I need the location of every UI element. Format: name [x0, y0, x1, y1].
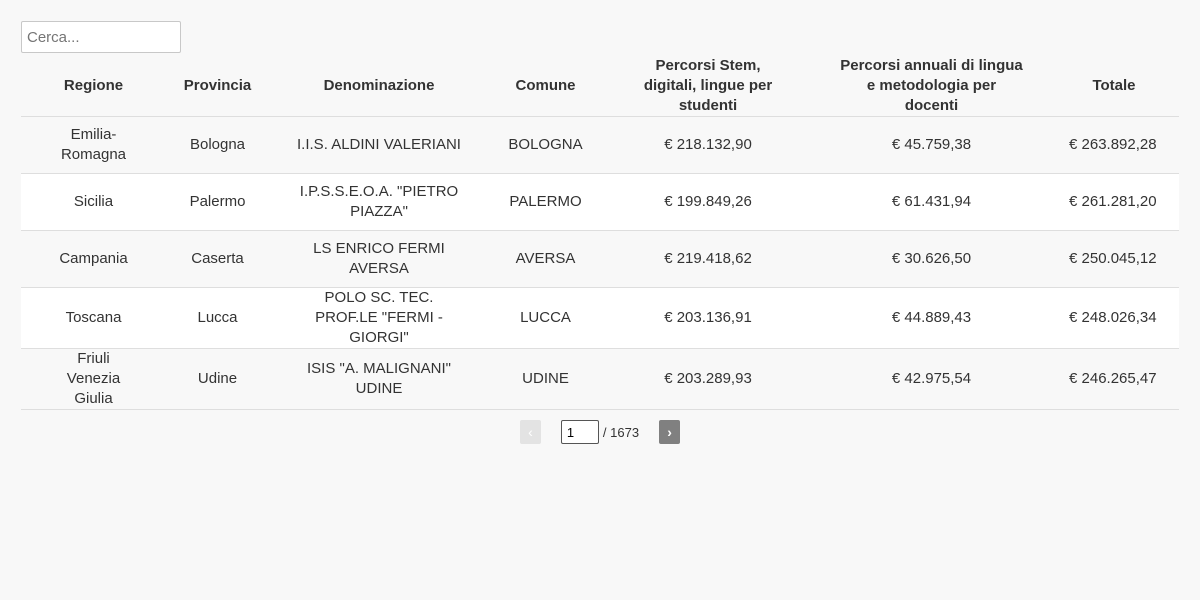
cell-provincia: Udine [166, 349, 269, 410]
header-denominazione[interactable]: Denominazione [269, 56, 489, 117]
cell-denominazione: LS ENRICO FERMI AVERSA [269, 231, 489, 288]
cell-denominazione: I.P.S.S.E.O.A. "PIETRO PIAZZA" [269, 174, 489, 231]
header-comune[interactable]: Comune [489, 56, 602, 117]
cell-totale: € 250.045,12 [1049, 231, 1179, 288]
cell-percorsi-lingua: € 45.759,38 [814, 117, 1049, 174]
cell-comune: BOLOGNA [489, 117, 602, 174]
cell-percorsi-lingua: € 30.626,50 [814, 231, 1049, 288]
cell-comune: PALERMO [489, 174, 602, 231]
header-percorsi-lingua[interactable]: Percorsi annuali di lingua e metodologia per docenti [814, 56, 1049, 117]
cell-totale: € 261.281,20 [1049, 174, 1179, 231]
cell-denominazione: ISIS "A. MALIGNANI" UDINE [269, 349, 489, 410]
cell-denominazione: I.I.S. ALDINI VALERIANI [269, 117, 489, 174]
header-percorsi-stem[interactable]: Percorsi Stem, digitali, lingue per studenti [602, 56, 814, 117]
header-row [21, 56, 1179, 117]
cell-percorsi-stem: € 219.418,62 [602, 231, 814, 288]
total-pages-label: / 1673 [602, 424, 640, 440]
cell-provincia: Caserta [166, 231, 269, 288]
cell-provincia: Palermo [166, 174, 269, 231]
header-regione[interactable]: Regione [21, 56, 166, 117]
cell-percorsi-lingua: € 61.431,94 [814, 174, 1049, 231]
chevron-left-icon: ‹ [528, 424, 533, 440]
header-provincia[interactable]: Provincia [166, 56, 269, 117]
table-row [21, 174, 1179, 231]
table-widget [21, 21, 1179, 444]
prev-page-button[interactable] [520, 420, 541, 444]
search-input[interactable] [21, 21, 181, 53]
table-row [21, 349, 1179, 410]
cell-percorsi-lingua: € 42.975,54 [814, 349, 1049, 410]
cell-percorsi-stem: € 199.849,26 [602, 174, 814, 231]
cell-totale: € 248.026,34 [1049, 288, 1179, 349]
cell-percorsi-lingua: € 44.889,43 [814, 288, 1049, 349]
cell-denominazione: POLO SC. TEC. PROF.LE "FERMI - GIORGI" [269, 288, 489, 349]
next-page-button[interactable] [659, 420, 680, 444]
header-totale[interactable]: Totale [1049, 56, 1179, 117]
table-body [21, 117, 1179, 410]
table-row [21, 231, 1179, 288]
cell-percorsi-stem: € 218.132,90 [602, 117, 814, 174]
cell-regione: Emilia-Romagna [21, 117, 166, 174]
cell-provincia: Bologna [166, 117, 269, 174]
table-row [21, 288, 1179, 349]
cell-regione: Sicilia [21, 174, 166, 231]
cell-regione: Friuli Venezia Giulia [21, 349, 166, 410]
cell-provincia: Lucca [166, 288, 269, 349]
table-row [21, 117, 1179, 174]
data-table [21, 56, 1179, 410]
cell-totale: € 263.892,28 [1049, 117, 1179, 174]
cell-comune: LUCCA [489, 288, 602, 349]
cell-regione: Toscana [21, 288, 166, 349]
cell-regione: Campania [21, 231, 166, 288]
cell-comune: UDINE [489, 349, 602, 410]
cell-percorsi-stem: € 203.289,93 [602, 349, 814, 410]
cell-comune: AVERSA [489, 231, 602, 288]
cell-percorsi-stem: € 203.136,91 [602, 288, 814, 349]
chevron-right-icon: › [667, 424, 672, 440]
table-header [21, 56, 1179, 117]
pagination [21, 420, 1179, 444]
cell-totale: € 246.265,47 [1049, 349, 1179, 410]
page-number-input[interactable] [561, 420, 599, 444]
